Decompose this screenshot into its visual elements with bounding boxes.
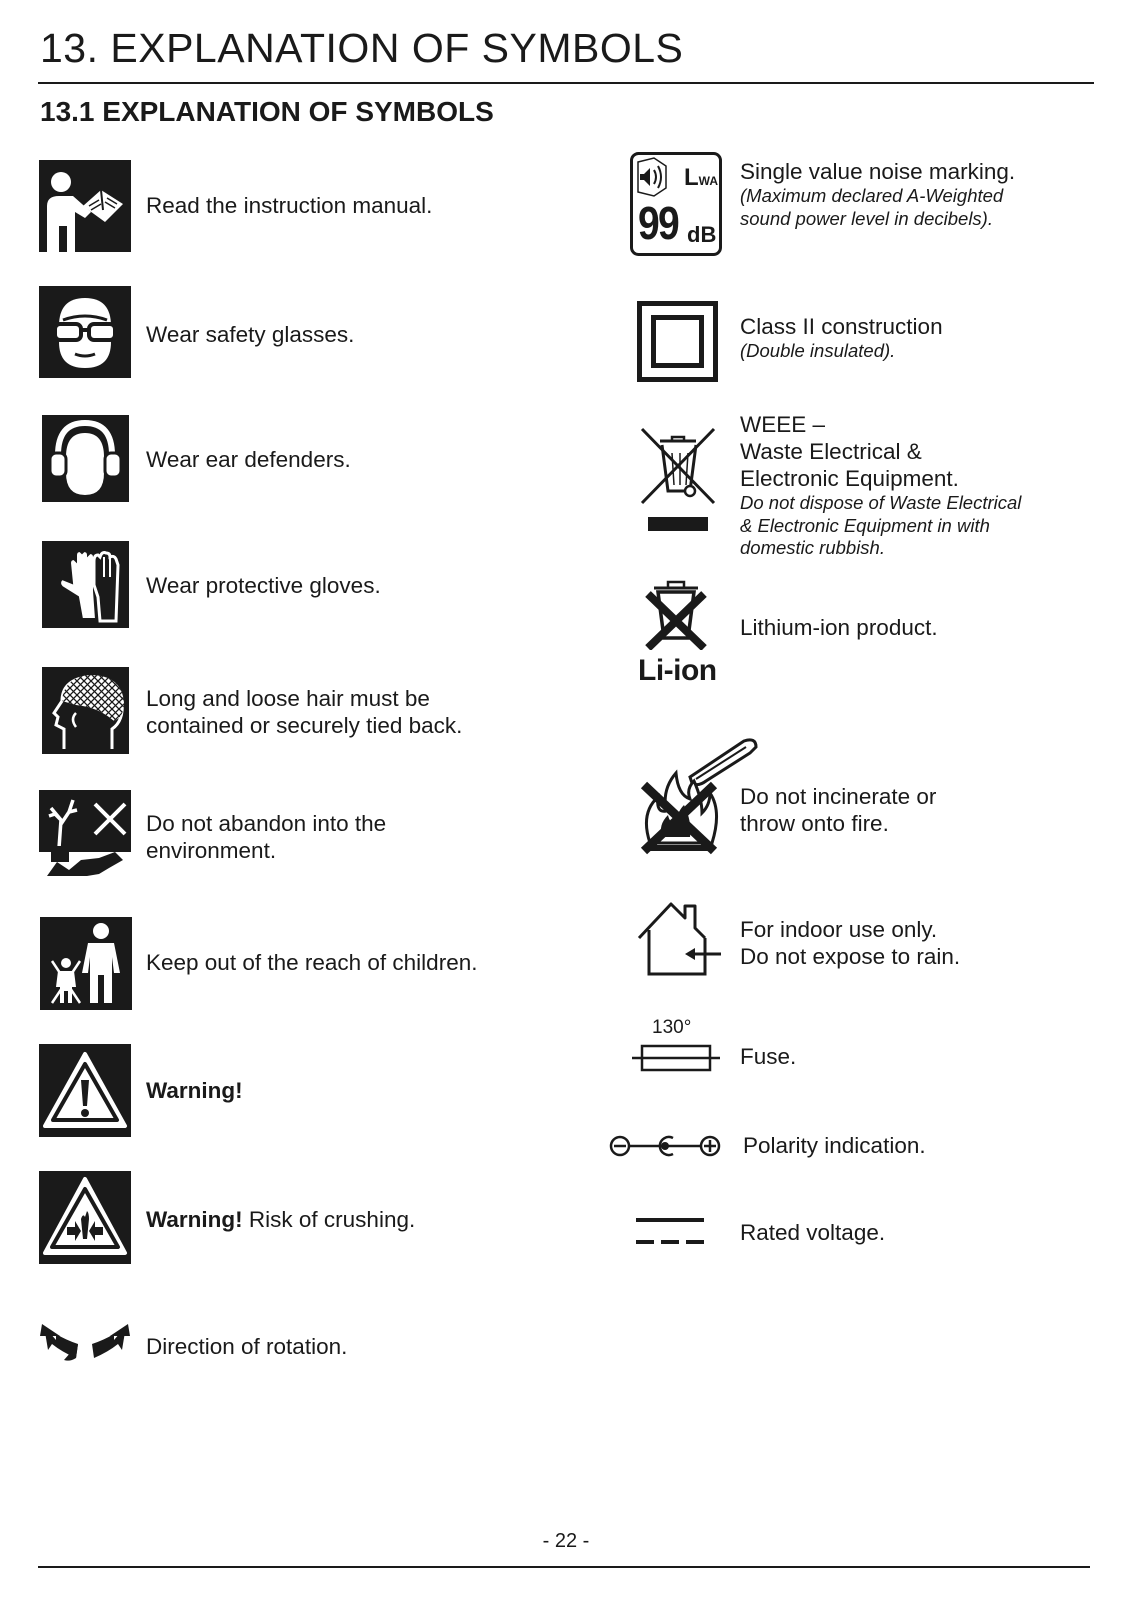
protective-gloves-icon — [42, 541, 129, 628]
fuse-text: Fuse. — [740, 1044, 797, 1069]
weee-line-1: WEEE – — [740, 412, 826, 437]
safety-glasses-icon — [39, 286, 131, 378]
hair-line-2: contained or securely tied back. — [146, 713, 463, 738]
noise-marking-icon — [630, 152, 722, 256]
indoor-line-1: For indoor use only. — [740, 917, 938, 942]
warning-icon — [39, 1044, 131, 1137]
class2-main: Class II construction — [740, 314, 943, 339]
class2-sub: (Double insulated). — [740, 340, 896, 361]
environment-text — [146, 810, 386, 864]
environment-icon — [39, 790, 131, 883]
lwa-l: L — [684, 164, 699, 191]
voltage-text: Rated voltage. — [740, 1220, 886, 1245]
noise-sub-2: sound power level in decibels). — [740, 207, 993, 229]
footer-rule — [38, 1566, 1090, 1568]
gloves-text: Wear protective gloves. — [146, 573, 381, 598]
indoor-text — [740, 916, 960, 970]
fire-line-1: Do not incinerate or — [740, 784, 937, 809]
liion-text: Lithium-ion product. — [740, 615, 938, 640]
section-title: 13.1 EXPLANATION OF SYMBOLS — [40, 96, 494, 127]
hair-line-1: Long and loose hair must be — [146, 686, 430, 711]
page-number: - 22 - — [542, 1530, 590, 1552]
fuse-rating: 130° — [652, 1017, 692, 1038]
warning-text: Warning! — [146, 1078, 243, 1103]
weee-sub-2: & Electronic Equipment in with — [740, 514, 990, 536]
lwa-label — [684, 166, 718, 190]
ear-defenders-icon — [42, 415, 129, 502]
dc-voltage-icon — [636, 1216, 704, 1248]
fire-line-2: throw onto fire. — [740, 811, 889, 836]
class2-text — [740, 313, 943, 363]
hair-text — [146, 685, 462, 739]
weee-text — [740, 411, 1021, 560]
weee-sub-3: domestic rubbish. — [740, 537, 885, 558]
lwa-sub: WA — [698, 174, 719, 188]
ear-defenders-text: Wear ear defenders. — [146, 447, 351, 472]
li-ion-label: Li-ion — [638, 654, 717, 687]
rotation-arrows-icon — [38, 1322, 132, 1366]
fuse-icon — [632, 1018, 720, 1076]
noise-unit: dB — [687, 222, 717, 247]
safety-glasses-text: Wear safety glasses. — [146, 322, 355, 347]
crushing-rest: Risk of crushing. — [242, 1207, 416, 1232]
noise-sub-1: (Maximum declared A-Weighted — [740, 185, 1004, 206]
fire-text — [740, 783, 936, 837]
indoor-line-2: Do not expose to rain. — [740, 944, 961, 969]
environment-line-1: Do not abandon into the — [146, 811, 387, 836]
li-ion-bin-icon — [636, 578, 720, 688]
hair-net-icon — [42, 667, 129, 754]
crushing-warning-icon — [39, 1171, 131, 1264]
crushing-bold: Warning! — [146, 1207, 243, 1232]
read-manual-icon — [39, 160, 131, 252]
title-rule — [38, 82, 1094, 84]
page-title: 13. EXPLANATION OF SYMBOLS — [40, 25, 684, 71]
weee-sub-1: Do not dispose of Waste Electrical — [740, 492, 1022, 513]
double-square-icon — [637, 301, 718, 382]
children-icon — [40, 917, 132, 1010]
noise-text — [740, 158, 1015, 230]
weee-line-2: Waste Electrical & — [740, 439, 922, 464]
rotation-text: Direction of rotation. — [146, 1334, 348, 1359]
polarity-icon — [609, 1134, 721, 1158]
children-text: Keep out of the reach of children. — [146, 950, 478, 975]
weee-line-3: Electronic Equipment. — [740, 466, 959, 491]
noise-value: 99 — [638, 197, 679, 249]
environment-line-2: environment. — [146, 838, 277, 863]
read-manual-text: Read the instruction manual. — [146, 193, 433, 218]
noise-main: Single value noise marking. — [740, 159, 1016, 184]
house-icon — [635, 898, 723, 978]
crushing-text — [146, 1206, 415, 1233]
polarity-text: Polarity indication. — [743, 1133, 926, 1158]
crossed-bin-icon — [638, 425, 718, 535]
